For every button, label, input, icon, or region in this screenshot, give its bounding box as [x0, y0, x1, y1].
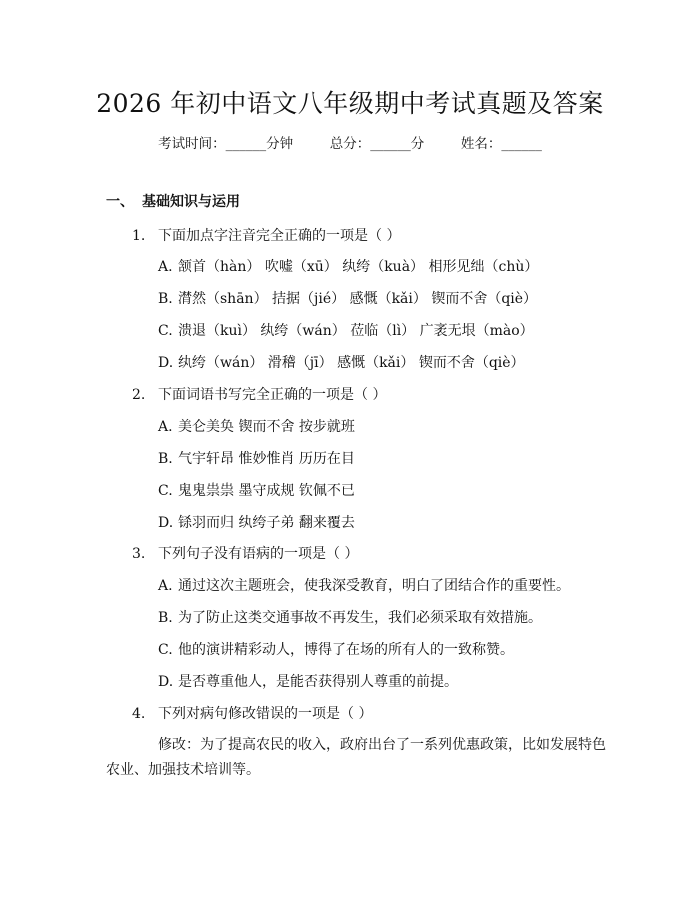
question-4 — [132, 703, 372, 723]
q2-option-d — [158, 512, 355, 532]
name-label: 姓名： — [460, 136, 502, 152]
q1-option-a — [158, 256, 538, 276]
q2-option-b — [158, 448, 355, 468]
option-label: C. — [158, 323, 173, 339]
section-heading — [106, 191, 240, 211]
option-label: A. — [158, 259, 173, 275]
score-blank: ______ — [370, 136, 411, 152]
option-text: 气宇轩昂 惟妙惟肖 历历在目 — [178, 451, 355, 467]
question-2 — [132, 384, 386, 404]
q3-option-c — [158, 639, 514, 659]
name-blank: ______ — [501, 136, 542, 152]
question-number: 3. — [132, 546, 146, 562]
option-label: D. — [158, 515, 174, 531]
option-text: 他的演讲精彩动人，博得了在场的所有人的一致称赞。 — [178, 642, 514, 658]
option-text: 通过这次主题班会，使我深受教育，明白了团结合作的重要性。 — [178, 578, 570, 594]
question-text: 下列句子没有语病的一项是（ ） — [158, 546, 359, 562]
score-label: 总分： — [329, 136, 371, 152]
option-text: 鬼鬼祟祟 墨守成规 钦佩不已 — [178, 483, 355, 499]
q2-option-a — [158, 416, 355, 436]
question-text: 下面词语书写完全正确的一项是（ ） — [158, 387, 387, 403]
option-text: 是否尊重他人，是能否获得别人尊重的前提。 — [178, 674, 458, 690]
q3-option-d — [158, 671, 458, 691]
option-label: D. — [158, 355, 174, 371]
time-blank: ______ — [225, 136, 267, 152]
option-text: 美仑美奂 锲而不舍 按步就班 — [178, 419, 355, 435]
option-text: 颔首（hàn） 吹嘘（xū） 纨绔（kuà） 相形见绌（chù） — [178, 259, 539, 275]
score-unit: 分 — [410, 136, 425, 152]
exam-meta-line — [0, 132, 700, 152]
option-text: 为了防止这类交通事故不再发生，我们必须采取有效措施。 — [178, 610, 542, 626]
q3-option-a — [158, 575, 570, 595]
option-label: A. — [158, 578, 173, 594]
time-unit: 分钟 — [266, 136, 294, 152]
option-label: B. — [158, 610, 173, 626]
option-text: 潸然（shān） 拮据（jié） 感慨（kǎi） 锲而不舍（qiè） — [178, 291, 538, 307]
page-title: 2026 年初中语文八年级期中考试真题及答案 — [96, 89, 604, 118]
question-number: 4. — [132, 706, 146, 722]
q1-option-d — [158, 352, 525, 372]
option-label: C. — [158, 483, 173, 499]
question-text: 下面加点字注音完全正确的一项是（ ） — [158, 228, 401, 244]
option-label: D. — [158, 674, 174, 690]
option-label: A. — [158, 419, 173, 435]
option-text: 纨绔（wán） 滑稽（jī） 感慨（kǎi） 锲而不舍（qiè） — [178, 355, 525, 371]
section-number: 一、 — [106, 194, 134, 210]
q1-option-b — [158, 288, 537, 308]
option-label: C. — [158, 642, 173, 658]
question-number: 2. — [132, 387, 146, 403]
q1-option-c — [158, 320, 534, 340]
q3-option-b — [158, 607, 542, 627]
option-label: B. — [158, 451, 173, 467]
question-number: 1. — [132, 228, 146, 244]
option-label: B. — [158, 291, 173, 307]
time-label: 考试时间： — [158, 136, 226, 152]
option-text: 溃退（kuì） 纨绔（wán） 莅临（lì） 广袤无垠（mào） — [178, 323, 534, 339]
option-text: 铩羽而归 纨绔子弟 翻来覆去 — [178, 515, 355, 531]
section-title: 基础知识与运用 — [142, 194, 240, 210]
question-1 — [132, 225, 400, 245]
question-3 — [132, 543, 358, 563]
q4-paragraph: 修改：为了提高农民的收入，政府出台了一系列优惠政策，比如发展特色农业、加强技术培训等。 — [106, 737, 606, 778]
question-text: 下列对病句修改错误的一项是（ ） — [158, 706, 373, 722]
q2-option-c — [158, 480, 355, 500]
